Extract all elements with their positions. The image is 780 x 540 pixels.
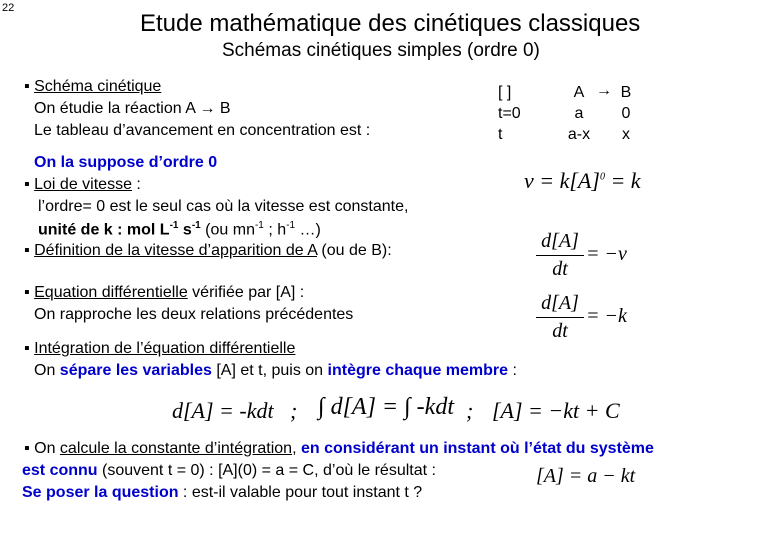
unit-end: …): [295, 221, 321, 239]
unit-rest: (ou mn: [200, 221, 255, 239]
law-label: Loi de vitesse: [34, 176, 132, 193]
table-col-a: [565, 82, 593, 145]
bullet-icon: ▪: [24, 176, 30, 193]
page-subtitle: Schémas cinétiques simples (ordre 0): [222, 40, 540, 61]
formula-exp: 0: [599, 171, 605, 183]
text-span: :: [508, 362, 517, 379]
table-cell: t=0: [498, 105, 521, 122]
exp: -1: [191, 220, 201, 231]
integration-sep-2: ;: [466, 398, 474, 423]
text-span: [A] et t, puis on: [211, 362, 328, 379]
definition-rest: (ou de B):: [316, 242, 392, 259]
exp: -1: [254, 220, 264, 231]
text-span: On: [34, 440, 60, 457]
diffeq-line2: On rapproche les deux relations précédentes: [34, 306, 354, 323]
fraction-rate: [536, 230, 584, 281]
fraction-diffeq: [536, 292, 584, 343]
table-cell: x: [622, 126, 630, 143]
rate-law-formula: [524, 168, 641, 194]
integration-line: [24, 340, 295, 358]
text-span: est connu: [22, 462, 98, 479]
fraction-num: d[A]: [541, 292, 579, 314]
integration-label: Intégration de l’équation différentielle: [34, 340, 296, 357]
table-cell: 0: [621, 105, 631, 122]
text-span: (souvent t = 0) : [A](0) = a = C, d’où le résultat :: [97, 462, 436, 479]
fraction-den: dt: [552, 258, 568, 280]
text-span: : est-il valable pour tout instant t ?: [178, 484, 423, 501]
table-cell: B: [620, 84, 632, 101]
table-cell: t: [498, 126, 503, 143]
bullet-icon: ▪: [24, 78, 30, 95]
definition-line: [24, 242, 392, 260]
text-span: intègre chaque membre: [327, 362, 509, 379]
reaction-line: On étudie la réaction A → B: [34, 100, 231, 117]
unit-bold: unité de k : mol L: [38, 221, 170, 239]
text-span: sépare les variables: [59, 362, 212, 379]
fraction-den: dt: [552, 320, 568, 342]
law-line: [24, 176, 141, 194]
bullet-icon: ▪: [24, 440, 30, 457]
diffeq-rest: vérifiée par [A] :: [187, 284, 305, 301]
integration-eq-2: ∫ d[A] = ∫ -kdt: [318, 394, 454, 420]
text-span: On: [34, 362, 60, 379]
integration-line2: [34, 362, 517, 380]
integration-eq-3: [A] = −kt + C: [492, 398, 620, 423]
text-span: calcule la constante d’intégration: [59, 440, 293, 457]
definition-label: Définition de la vitesse d’apparition de A: [34, 242, 317, 259]
exp: -1: [286, 220, 296, 231]
arrow-icon: →: [596, 82, 612, 99]
page-number: 22: [2, 2, 15, 14]
integration-sep-1: ;: [290, 398, 298, 423]
bullet-icon: ▪: [24, 340, 30, 357]
fraction-rhs-1: = −v: [586, 243, 627, 265]
law-colon: :: [131, 176, 141, 193]
order-heading: On la suppose d’ordre 0: [34, 154, 218, 171]
diffeq-line: [24, 284, 304, 302]
text-span: en considérant un instant où l’état du système: [300, 440, 654, 457]
unit-line: [38, 220, 321, 239]
bullet-icon: ▪: [24, 242, 30, 259]
fraction-rhs-2: = −k: [586, 305, 627, 327]
constant-line3: [22, 484, 422, 502]
constant-line2: [22, 462, 436, 480]
page-title: Etude mathématique des cinétiques classiques: [140, 10, 641, 37]
fraction-num: d[A]: [541, 230, 579, 252]
text-span: Se poser la question: [22, 484, 179, 501]
scheme-label: Schéma cinétique: [34, 78, 162, 95]
constant-line: [24, 440, 654, 458]
formula-lhs: v = k[A]: [524, 168, 600, 193]
exp: -1: [169, 220, 179, 231]
table-col-conc: [498, 82, 521, 145]
table-cell: a-x: [567, 126, 591, 143]
table-cell: [ ]: [498, 84, 512, 101]
unit-h: ; h: [263, 221, 287, 239]
diffeq-label: Equation différentielle: [34, 284, 188, 301]
result-formula: [A] = a − kt: [536, 465, 636, 487]
text-span: ,: [292, 440, 301, 457]
table-col-b: [616, 82, 636, 145]
unit-s: s: [178, 221, 192, 239]
formula-rhs: = k: [604, 168, 641, 193]
integration-eq-1: d[A] = -kdt: [172, 398, 274, 423]
table-cell: a: [574, 105, 584, 122]
law-text: l’ordre= 0 est le seul cas où la vitesse est constante,: [38, 198, 409, 215]
bullet-icon: ▪: [24, 284, 30, 301]
table-cell: A: [573, 84, 585, 101]
table-intro: Le tableau d’avancement en concentration est :: [34, 122, 371, 139]
scheme-bullet-line: [24, 78, 161, 96]
